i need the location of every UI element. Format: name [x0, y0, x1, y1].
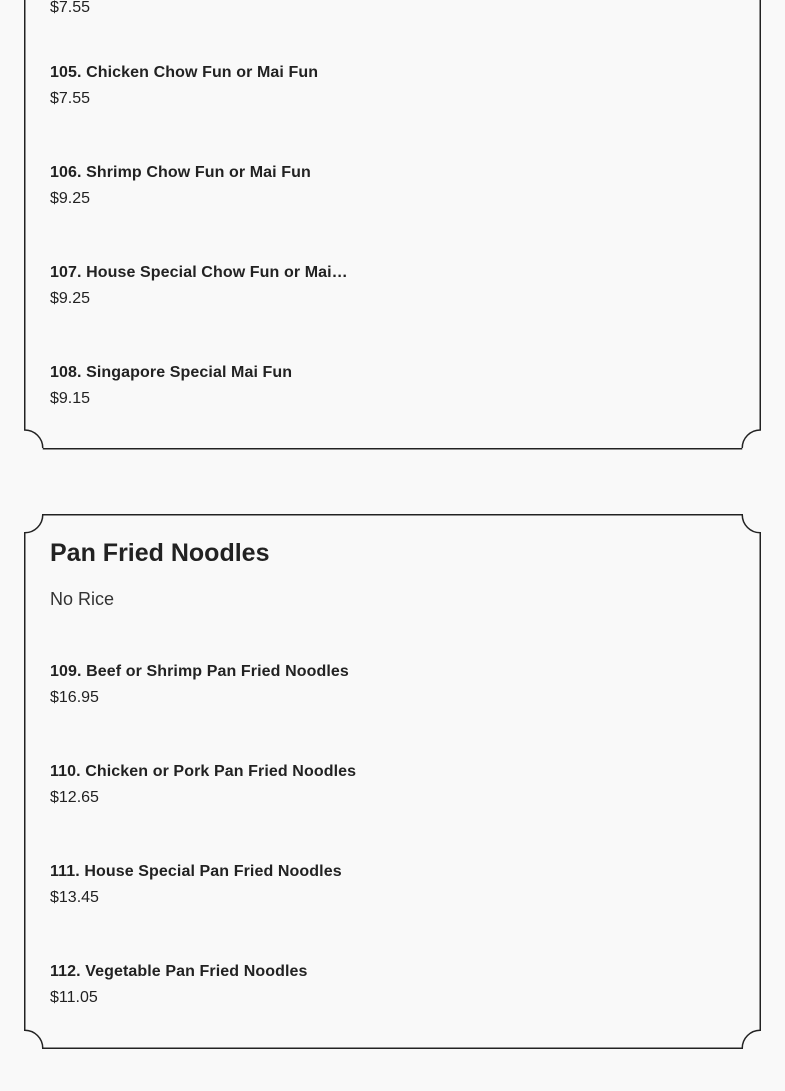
item-name: 105. Chicken Chow Fun or Mai Fun: [50, 64, 319, 81]
item-name: 108. Singapore Special Mai Fun: [50, 364, 293, 381]
item-name: 106. Shrimp Chow Fun or Mai Fun: [50, 164, 311, 181]
item-price: $13.45: [50, 889, 99, 906]
item-price: $9.25: [50, 190, 91, 207]
item-price: $9.25: [50, 290, 91, 307]
item-name: 107. House Special Chow Fun or Mai…: [50, 264, 348, 281]
menu-section-card-pan-fried-noodles: [24, 514, 761, 1049]
item-price: $16.95: [50, 689, 99, 706]
menu-section-card-chow-fun: [24, 0, 761, 450]
item-name: 111. House Special Pan Fried Noodles: [50, 863, 342, 880]
section-description: No Rice: [50, 589, 115, 609]
item-name: 110. Chicken or Pork Pan Fried Noodles: [50, 763, 357, 780]
item-name: 109. Beef or Shrimp Pan Fried Noodles: [50, 663, 349, 680]
item-price: $12.65: [50, 789, 99, 806]
item-price: $9.15: [50, 390, 91, 407]
item-price: $7.55: [50, 0, 91, 16]
item-price: $7.55: [50, 90, 91, 107]
item-name: 112. Vegetable Pan Fried Noodles: [50, 963, 308, 980]
item-price: $11.05: [50, 989, 98, 1006]
section-title: Pan Fried Noodles: [50, 539, 270, 567]
